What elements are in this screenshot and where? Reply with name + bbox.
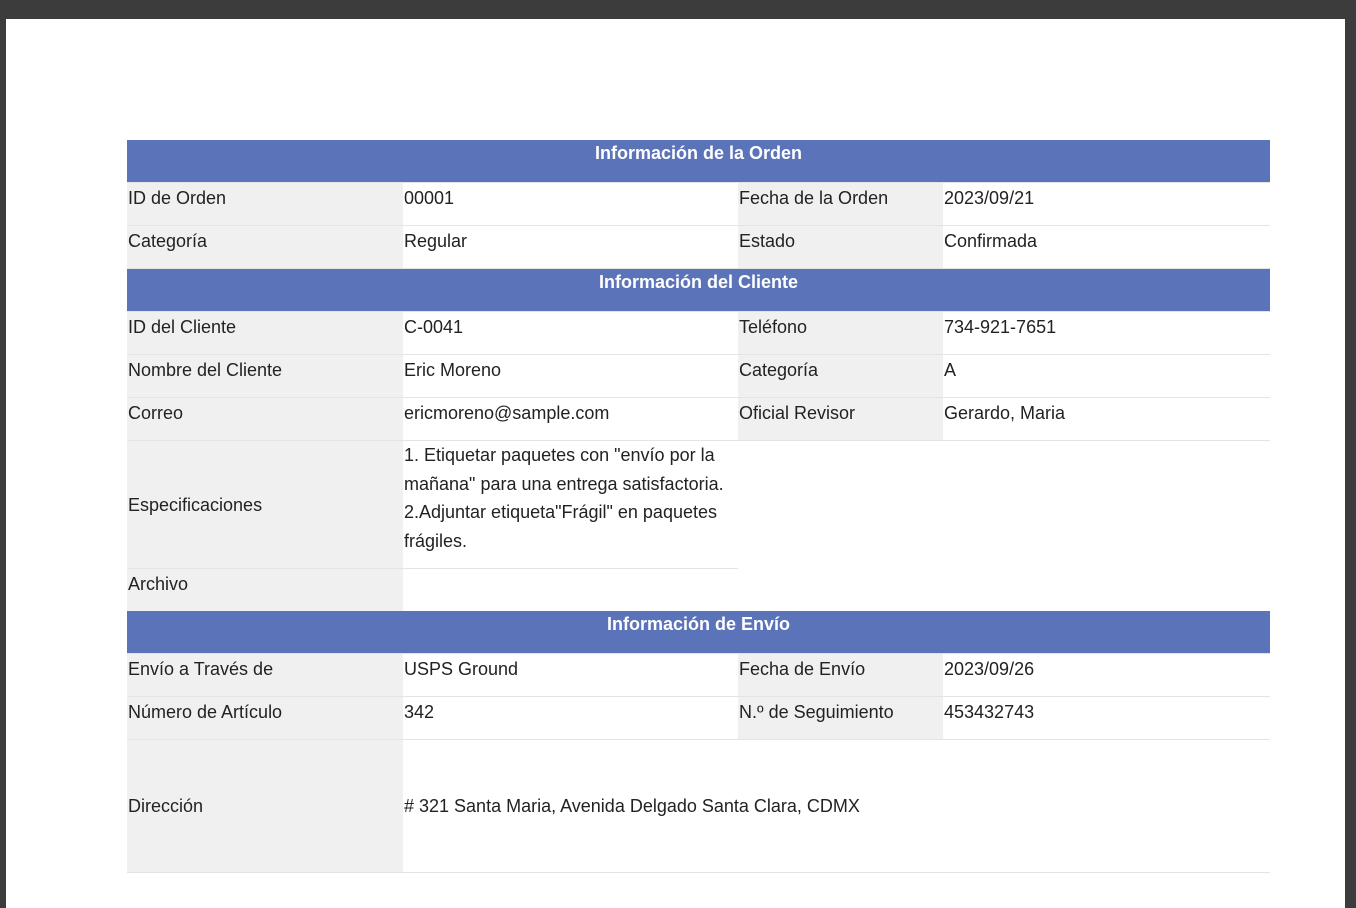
value-envio-via: USPS Ground: [403, 654, 738, 696]
value-correo: ericmoreno@sample.com: [403, 398, 738, 440]
label-numero-articulo: Número de Artículo: [127, 697, 403, 739]
label-id-cliente: ID del Cliente: [127, 312, 403, 354]
document-page: [6, 19, 1345, 908]
viewer-top-bar: [0, 0, 1356, 19]
blank-area: [738, 569, 1270, 611]
value-archivo: [403, 569, 738, 611]
section-header-envio: Información de Envío: [127, 611, 1270, 654]
value-id-cliente: C-0041: [403, 312, 738, 354]
row-especificaciones: [127, 441, 1270, 569]
label-direccion: Dirección: [127, 740, 403, 872]
value-oficial-revisor: Gerardo, Maria: [943, 398, 1270, 440]
value-seguimiento: 453432743: [943, 697, 1270, 739]
value-numero-articulo: 342: [403, 697, 738, 739]
blank-area: [738, 441, 1270, 569]
value-categoria-orden: Regular: [403, 226, 738, 268]
label-correo: Correo: [127, 398, 403, 440]
value-fecha-envio: 2023/09/26: [943, 654, 1270, 696]
row-envio-via: [127, 654, 1270, 697]
section-header-orden: Información de la Orden: [127, 140, 1270, 183]
label-seguimiento: N.º de Seguimiento: [738, 697, 943, 739]
row-direccion: [127, 740, 1270, 873]
section-header-cliente: Información del Cliente: [127, 269, 1270, 312]
label-archivo: Archivo: [127, 569, 403, 611]
value-estado: Confirmada: [943, 226, 1270, 268]
label-categoria-orden: Categoría: [127, 226, 403, 268]
order-form: [127, 140, 1270, 873]
label-especificaciones: Especificaciones: [127, 441, 403, 569]
value-telefono: 734-921-7651: [943, 312, 1270, 354]
value-direccion: # 321 Santa Maria, Avenida Delgado Santa Clara, CDMX: [403, 740, 1270, 872]
row-orden-id: [127, 183, 1270, 226]
value-fecha-orden: 2023/09/21: [943, 183, 1270, 225]
value-categoria-cliente: A: [943, 355, 1270, 397]
label-fecha-orden: Fecha de la Orden: [738, 183, 943, 225]
row-cliente-id: [127, 312, 1270, 355]
label-telefono: Teléfono: [738, 312, 943, 354]
label-id-orden: ID de Orden: [127, 183, 403, 225]
label-categoria-cliente: Categoría: [738, 355, 943, 397]
label-estado: Estado: [738, 226, 943, 268]
value-id-orden: 00001: [403, 183, 738, 225]
row-orden-categoria: [127, 226, 1270, 269]
label-oficial-revisor: Oficial Revisor: [738, 398, 943, 440]
label-nombre-cliente: Nombre del Cliente: [127, 355, 403, 397]
row-cliente-correo: [127, 398, 1270, 441]
row-envio-articulo: [127, 697, 1270, 740]
label-fecha-envio: Fecha de Envío: [738, 654, 943, 696]
row-cliente-nombre: [127, 355, 1270, 398]
value-especificaciones: 1. Etiquetar paquetes con "envío por la mañana" para una entrega satisfactoria. 2.Adjuntar etiqueta"Frágil" en paquetes frágiles.: [403, 441, 738, 569]
label-envio-via: Envío a Través de: [127, 654, 403, 696]
value-nombre-cliente: Eric Moreno: [403, 355, 738, 397]
viewer-right-edge: [1345, 19, 1356, 908]
row-archivo: [127, 569, 1270, 611]
